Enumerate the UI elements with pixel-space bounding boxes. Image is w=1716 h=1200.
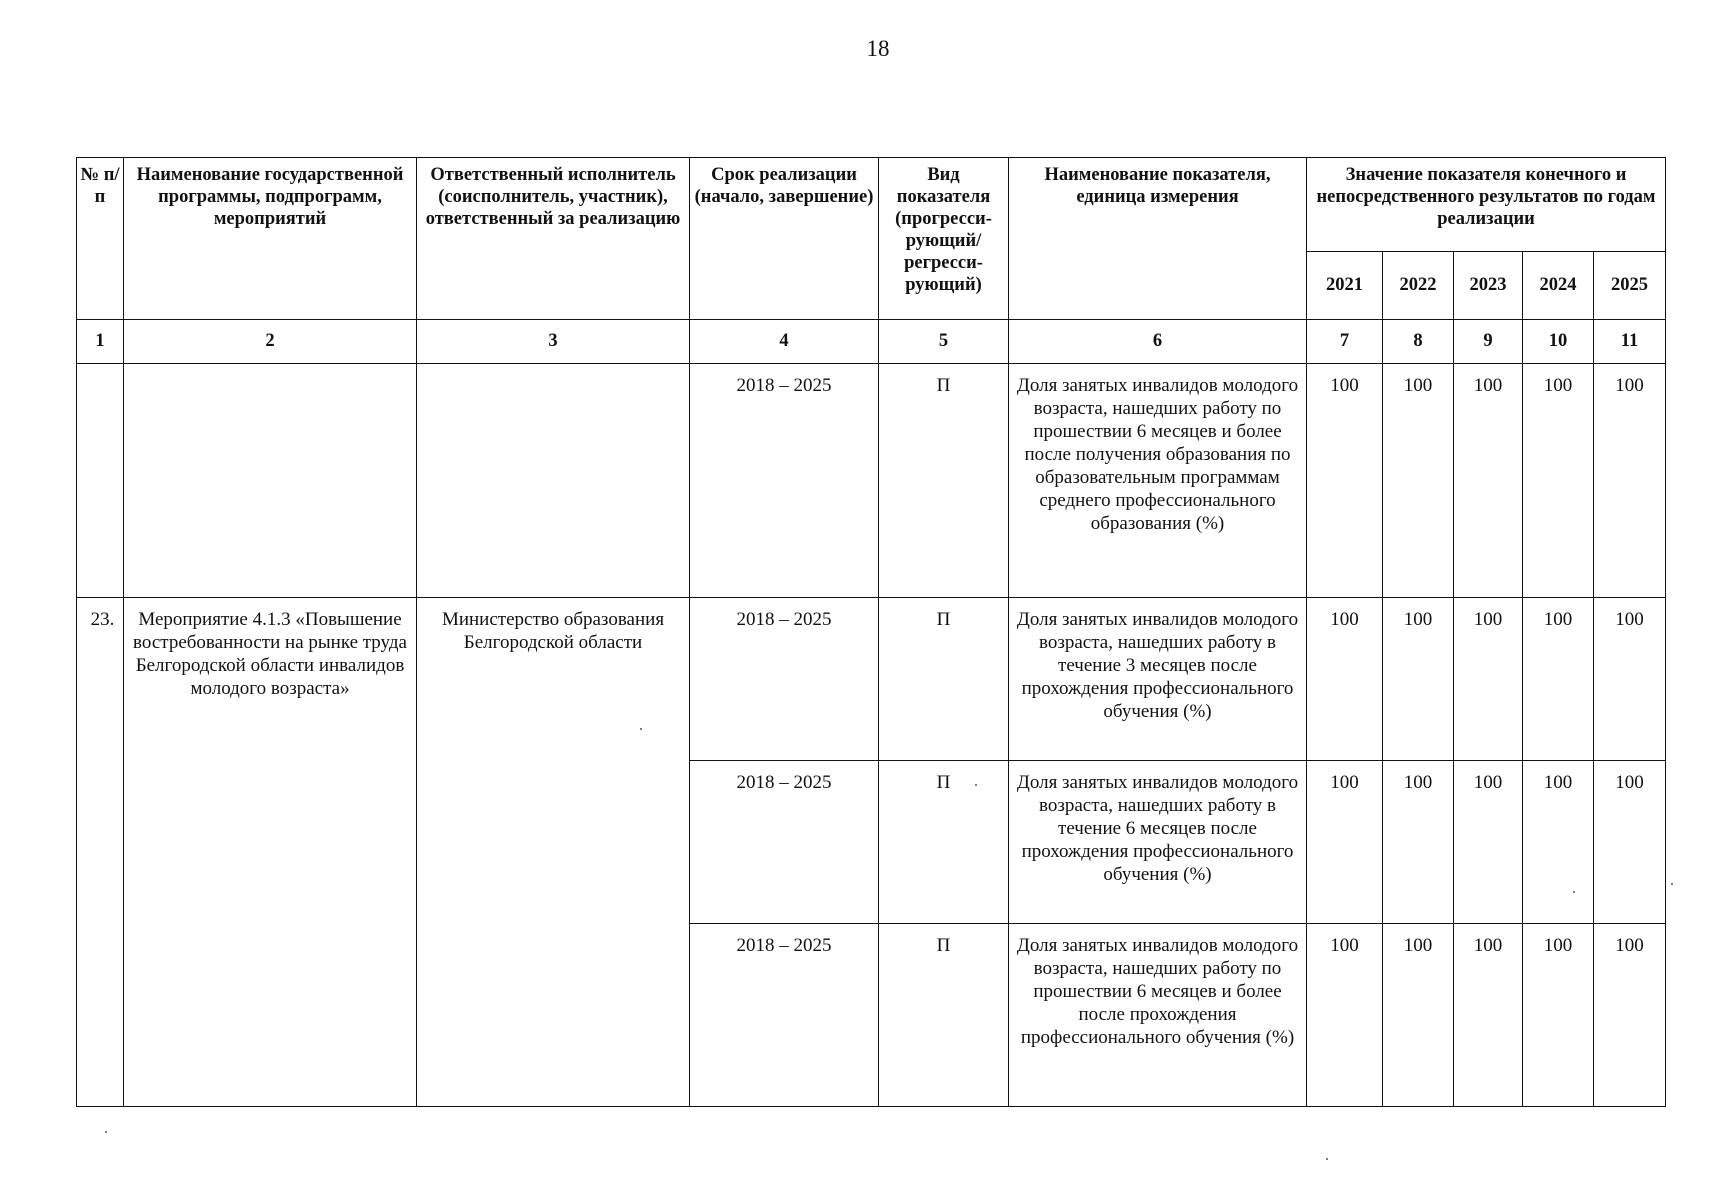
column-number: 9 bbox=[1454, 320, 1523, 364]
row-term: 2018 – 2025 bbox=[690, 924, 879, 1107]
header-values-group: Значение показателя конечного и непосредственного результатов по годам реализации bbox=[1307, 158, 1666, 252]
header-term: Срок реализации (начало, завершение) bbox=[690, 158, 879, 320]
column-number: 2 bbox=[124, 320, 417, 364]
row-value-2023: 100 bbox=[1454, 598, 1523, 761]
header-year: 2022 bbox=[1383, 252, 1454, 320]
row-value-2025: 100 bbox=[1594, 924, 1666, 1107]
row-value-2021: 100 bbox=[1307, 598, 1383, 761]
scan-speck bbox=[1671, 883, 1673, 885]
row-value-2024: 100 bbox=[1523, 598, 1594, 761]
header-kind: Вид показателя (прогресси-рующий/ регресси-рующий) bbox=[879, 158, 1009, 320]
page-number: 18 bbox=[866, 36, 890, 61]
row-term: 2018 – 2025 bbox=[690, 761, 879, 924]
scan-speck bbox=[975, 784, 977, 786]
column-number: 10 bbox=[1523, 320, 1594, 364]
column-number: 5 bbox=[879, 320, 1009, 364]
header-year: 2025 bbox=[1594, 252, 1666, 320]
column-number: 4 bbox=[690, 320, 879, 364]
row-term: 2018 – 2025 bbox=[690, 364, 879, 598]
column-number: 1 bbox=[77, 320, 124, 364]
row-kind: П bbox=[879, 924, 1009, 1107]
row-program: Мероприятие 4.1.3 «Повышение востребованности на рынке труда Белгородской области инвалидов молодого возраста» bbox=[124, 598, 417, 1107]
row-indicator: Доля занятых инвалидов молодого возраста, нашедших работу в течение 6 месяцев после прохождения профессионального обучения (%) bbox=[1009, 761, 1307, 924]
row-kind: П bbox=[879, 598, 1009, 761]
row-no bbox=[77, 364, 124, 598]
row-indicator: Доля занятых инвалидов молодого возраста, нашедших работу в течение 3 месяцев после прохождения профессионального обучения (%) bbox=[1009, 598, 1307, 761]
column-number: 7 bbox=[1307, 320, 1383, 364]
row-value-2024: 100 bbox=[1523, 364, 1594, 598]
row-executor bbox=[417, 364, 690, 598]
row-value-2023: 100 bbox=[1454, 364, 1523, 598]
row-no: 23. bbox=[77, 598, 124, 1107]
column-number: 8 bbox=[1383, 320, 1454, 364]
row-value-2021: 100 bbox=[1307, 761, 1383, 924]
row-value-2024: 100 bbox=[1523, 761, 1594, 924]
row-value-2023: 100 bbox=[1454, 924, 1523, 1107]
header-executor: Ответственный исполнитель (соисполнитель, участник), ответственный за реализацию bbox=[417, 158, 690, 320]
row-indicator: Доля занятых инвалидов молодого возраста, нашедших работу по прошествии 6 месяцев и более после прохождения профессионального обучения (%) bbox=[1009, 924, 1307, 1107]
column-number: 6 bbox=[1009, 320, 1307, 364]
row-value-2021: 100 bbox=[1307, 924, 1383, 1107]
indicators-table bbox=[76, 157, 1666, 1107]
scan-speck bbox=[640, 728, 642, 730]
row-value-2022: 100 bbox=[1383, 598, 1454, 761]
column-number: 3 bbox=[417, 320, 690, 364]
header-indicator: Наименование показателя, единица измерения bbox=[1009, 158, 1307, 320]
scan-speck bbox=[105, 1131, 107, 1133]
row-value-2025: 100 bbox=[1594, 364, 1666, 598]
scan-speck bbox=[1573, 891, 1575, 893]
column-number: 11 bbox=[1594, 320, 1666, 364]
header-year: 2024 bbox=[1523, 252, 1594, 320]
row-indicator: Доля занятых инвалидов молодого возраста, нашедших работу по прошествии 6 месяцев и более после получения образования по образовательным программам среднего профессионального образования (%) bbox=[1009, 364, 1307, 598]
row-value-2025: 100 bbox=[1594, 761, 1666, 924]
row-term: 2018 – 2025 bbox=[690, 598, 879, 761]
header-year: 2021 bbox=[1307, 252, 1383, 320]
table-row bbox=[77, 598, 1666, 761]
row-value-2024: 100 bbox=[1523, 924, 1594, 1107]
row-value-2022: 100 bbox=[1383, 761, 1454, 924]
row-kind: П bbox=[879, 761, 1009, 924]
scan-speck bbox=[1326, 1158, 1328, 1160]
row-executor: Министерство образования Белгородской области bbox=[417, 598, 690, 1107]
row-value-2025: 100 bbox=[1594, 598, 1666, 761]
table-row bbox=[77, 364, 1666, 598]
header-year: 2023 bbox=[1454, 252, 1523, 320]
header-no: № п/п bbox=[77, 158, 124, 320]
row-value-2022: 100 bbox=[1383, 924, 1454, 1107]
header-program: Наименование государственной программы, подпрограмм, мероприятий bbox=[124, 158, 417, 320]
row-value-2023: 100 bbox=[1454, 761, 1523, 924]
row-value-2022: 100 bbox=[1383, 364, 1454, 598]
row-value-2021: 100 bbox=[1307, 364, 1383, 598]
row-program bbox=[124, 364, 417, 598]
row-kind: П bbox=[879, 364, 1009, 598]
